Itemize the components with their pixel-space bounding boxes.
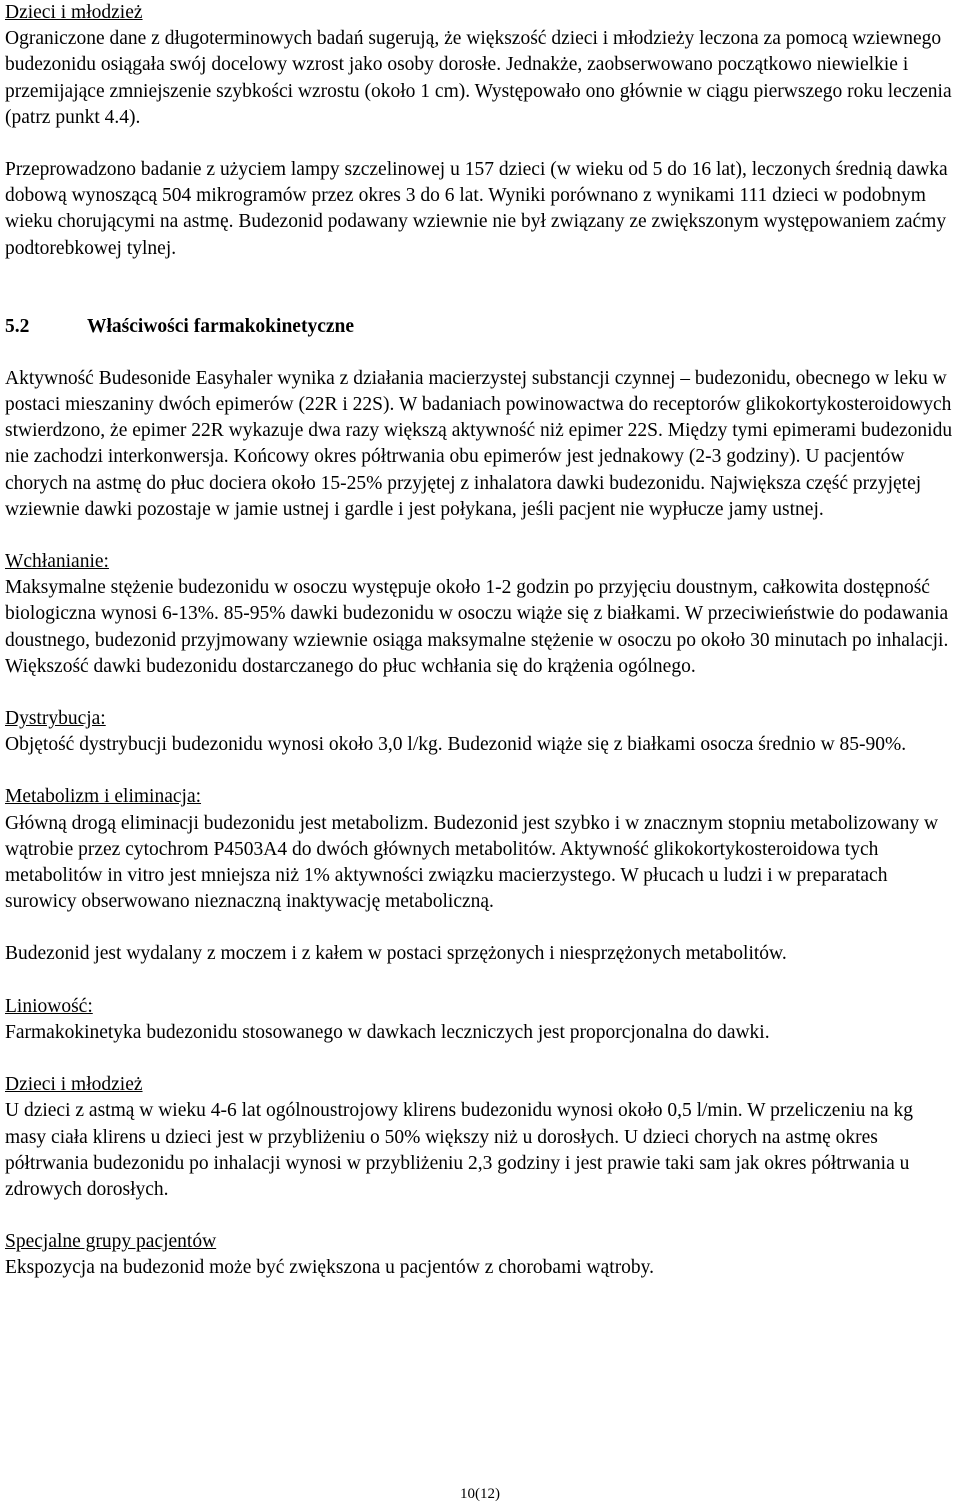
- subheading-children-pk: Dzieci i młodzież: [5, 1074, 143, 1096]
- section-title: Właściwości farmakokinetyczne: [87, 315, 355, 337]
- paragraph-absorption: Maksymalne stężenie budezonidu w osoczu występuje około 1-2 godzin po przyjęciu doustnym, całkowita dostępność biologiczna wynosi 6-13%. 85-95% dawki budezonidu w osoczu wiąże się z białkami. W przeciwieństwie do podawania doustnego, budezonid przyjmowany wziewnie osiąga maksymalne stężenie w osoczu po około 30 minutach po inhalacji. Większość dawki budezonidu dostarczanego do płuc wchłania się do krążenia ogólnego.: [5, 577, 949, 677]
- paragraph-slit-lamp-study: Przeprowadzono badanie z użyciem lampy szczelinowej u 157 dzieci (w wieku od 5 do 16 lat), leczonych średnią dawka dobową wynoszącą 504 mikrogramów przez okres 3 do 6 lat. Wyniki porównano z wynikami 111 dzieci w podobnym wieku chorującymi na astmę. Budezonid podawany wziewnie nie był związany ze zwiększonym występowaniem zaćmy podtorebkowej tylnej.: [5, 159, 948, 259]
- paragraph-linearity: Farmakokinetyka budezonidu stosowanego w dawkach leczniczych jest proporcjonalna do dawki.: [5, 1021, 770, 1043]
- paragraph-excretion: Budezonid jest wydalany z moczem i z kałem w postaci sprzężonych i niesprzężonych metabolitów.: [5, 943, 787, 965]
- paragraph-metabolism: Główną drogą eliminacji budezonidu jest metabolizm. Budezonid jest szybko i w znacznym stopniu metabolizowany w wątrobie przez cytochrom P4503A4 do dwóch głównych metabolitów. Aktywność glikokortykosteroidowa tych metabolitów in vitro jest mniejsza niż 1% aktywności związku macierzystego. W płucach u ludzi i w preparatach surowicy obserwowano nieznaczną inaktywację metaboliczną.: [5, 812, 939, 913]
- paragraph-pharmacokinetics-intro: Aktywność Budesonide Easyhaler wynika z działania macierzystej substancji czynnej – budezonidu, obecnego w leku w postaci mieszaniny dwóch epimerów (22R i 22S). W badaniach powinowactwa do receptorów glikokortykosteroidowych stwierdzono, że epimer 22R wykazuje dwa razy większą aktywność niż epimer 22S. Między tymi epimerami budezonidu nie zachodzi interkonwersja. Końcowy okres półtrwania obu epimerów jest jednakowy (2-3 godziny). U pacjentów chorych na astmę do płuc dociera około 15-25% przyjętej z inhalatora dawki budezonidu. Największa część przyjętej wziewnie dawki pozostaje w jamie ustnej i gardle i jest połykana, jeśli pacjent nie wypłucze jamy ustnej.: [5, 367, 953, 520]
- section-heading-children-growth: Dzieci i młodzież: [5, 2, 143, 23]
- section-number: 5.2: [5, 315, 30, 337]
- section-5-2-heading: [5, 314, 957, 340]
- subheading-linearity: Liniowość:: [5, 995, 93, 1017]
- subheading-special-groups: Specjalne grupy pacjentów: [5, 1231, 217, 1253]
- paragraph-children-growth: Ograniczone dane z długoterminowych badań sugerują, że większość dzieci i młodzieży leczona za pomocą wziewnego budezonidu osiągała swój docelowy wzrost jako osoby dorosłe. Jednakże, zaobserwowano początkowo niewielkie i przemijające zmniejszenie szybkości wzrostu (około 1 cm). Występowało ono głównie w ciągu pierwszego roku leczenia (patrz punkt 4.4).: [5, 28, 952, 128]
- page-number: 10(12): [460, 1486, 500, 1502]
- subheading-metabolism: Metabolizm i eliminacja:: [5, 786, 202, 808]
- subheading-distribution: Dystrybucja:: [5, 708, 106, 730]
- subheading-absorption: Wchłanianie:: [5, 551, 109, 573]
- paragraph-special-groups: Ekspozycja na budezonid może być zwiększona u pacjentów z chorobami wątroby.: [5, 1257, 655, 1279]
- paragraph-children-pk: U dzieci z astmą w wieku 4-6 lat ogólnoustrojowy klirens budezonidu wynosi około 0,5 l/min. W przeliczeniu na kg masy ciała klirens u dzieci jest w przybliżeniu o 50% większy niż u dorosłych. U dzieci chorych na astmę okres półtrwania budezonidu po inhalacji wynosi w przybliżeniu 2,3 godziny i jest prawie taki sam jak okres półtrwania u zdrowych dorosłych.: [5, 1100, 914, 1200]
- document-page: [5, 0, 957, 1282]
- paragraph-distribution: Objętość dystrybucji budezonidu wynosi około 3,0 l/kg. Budezonid wiąże się z białkami osocza średnio w 85-90%.: [5, 734, 907, 756]
